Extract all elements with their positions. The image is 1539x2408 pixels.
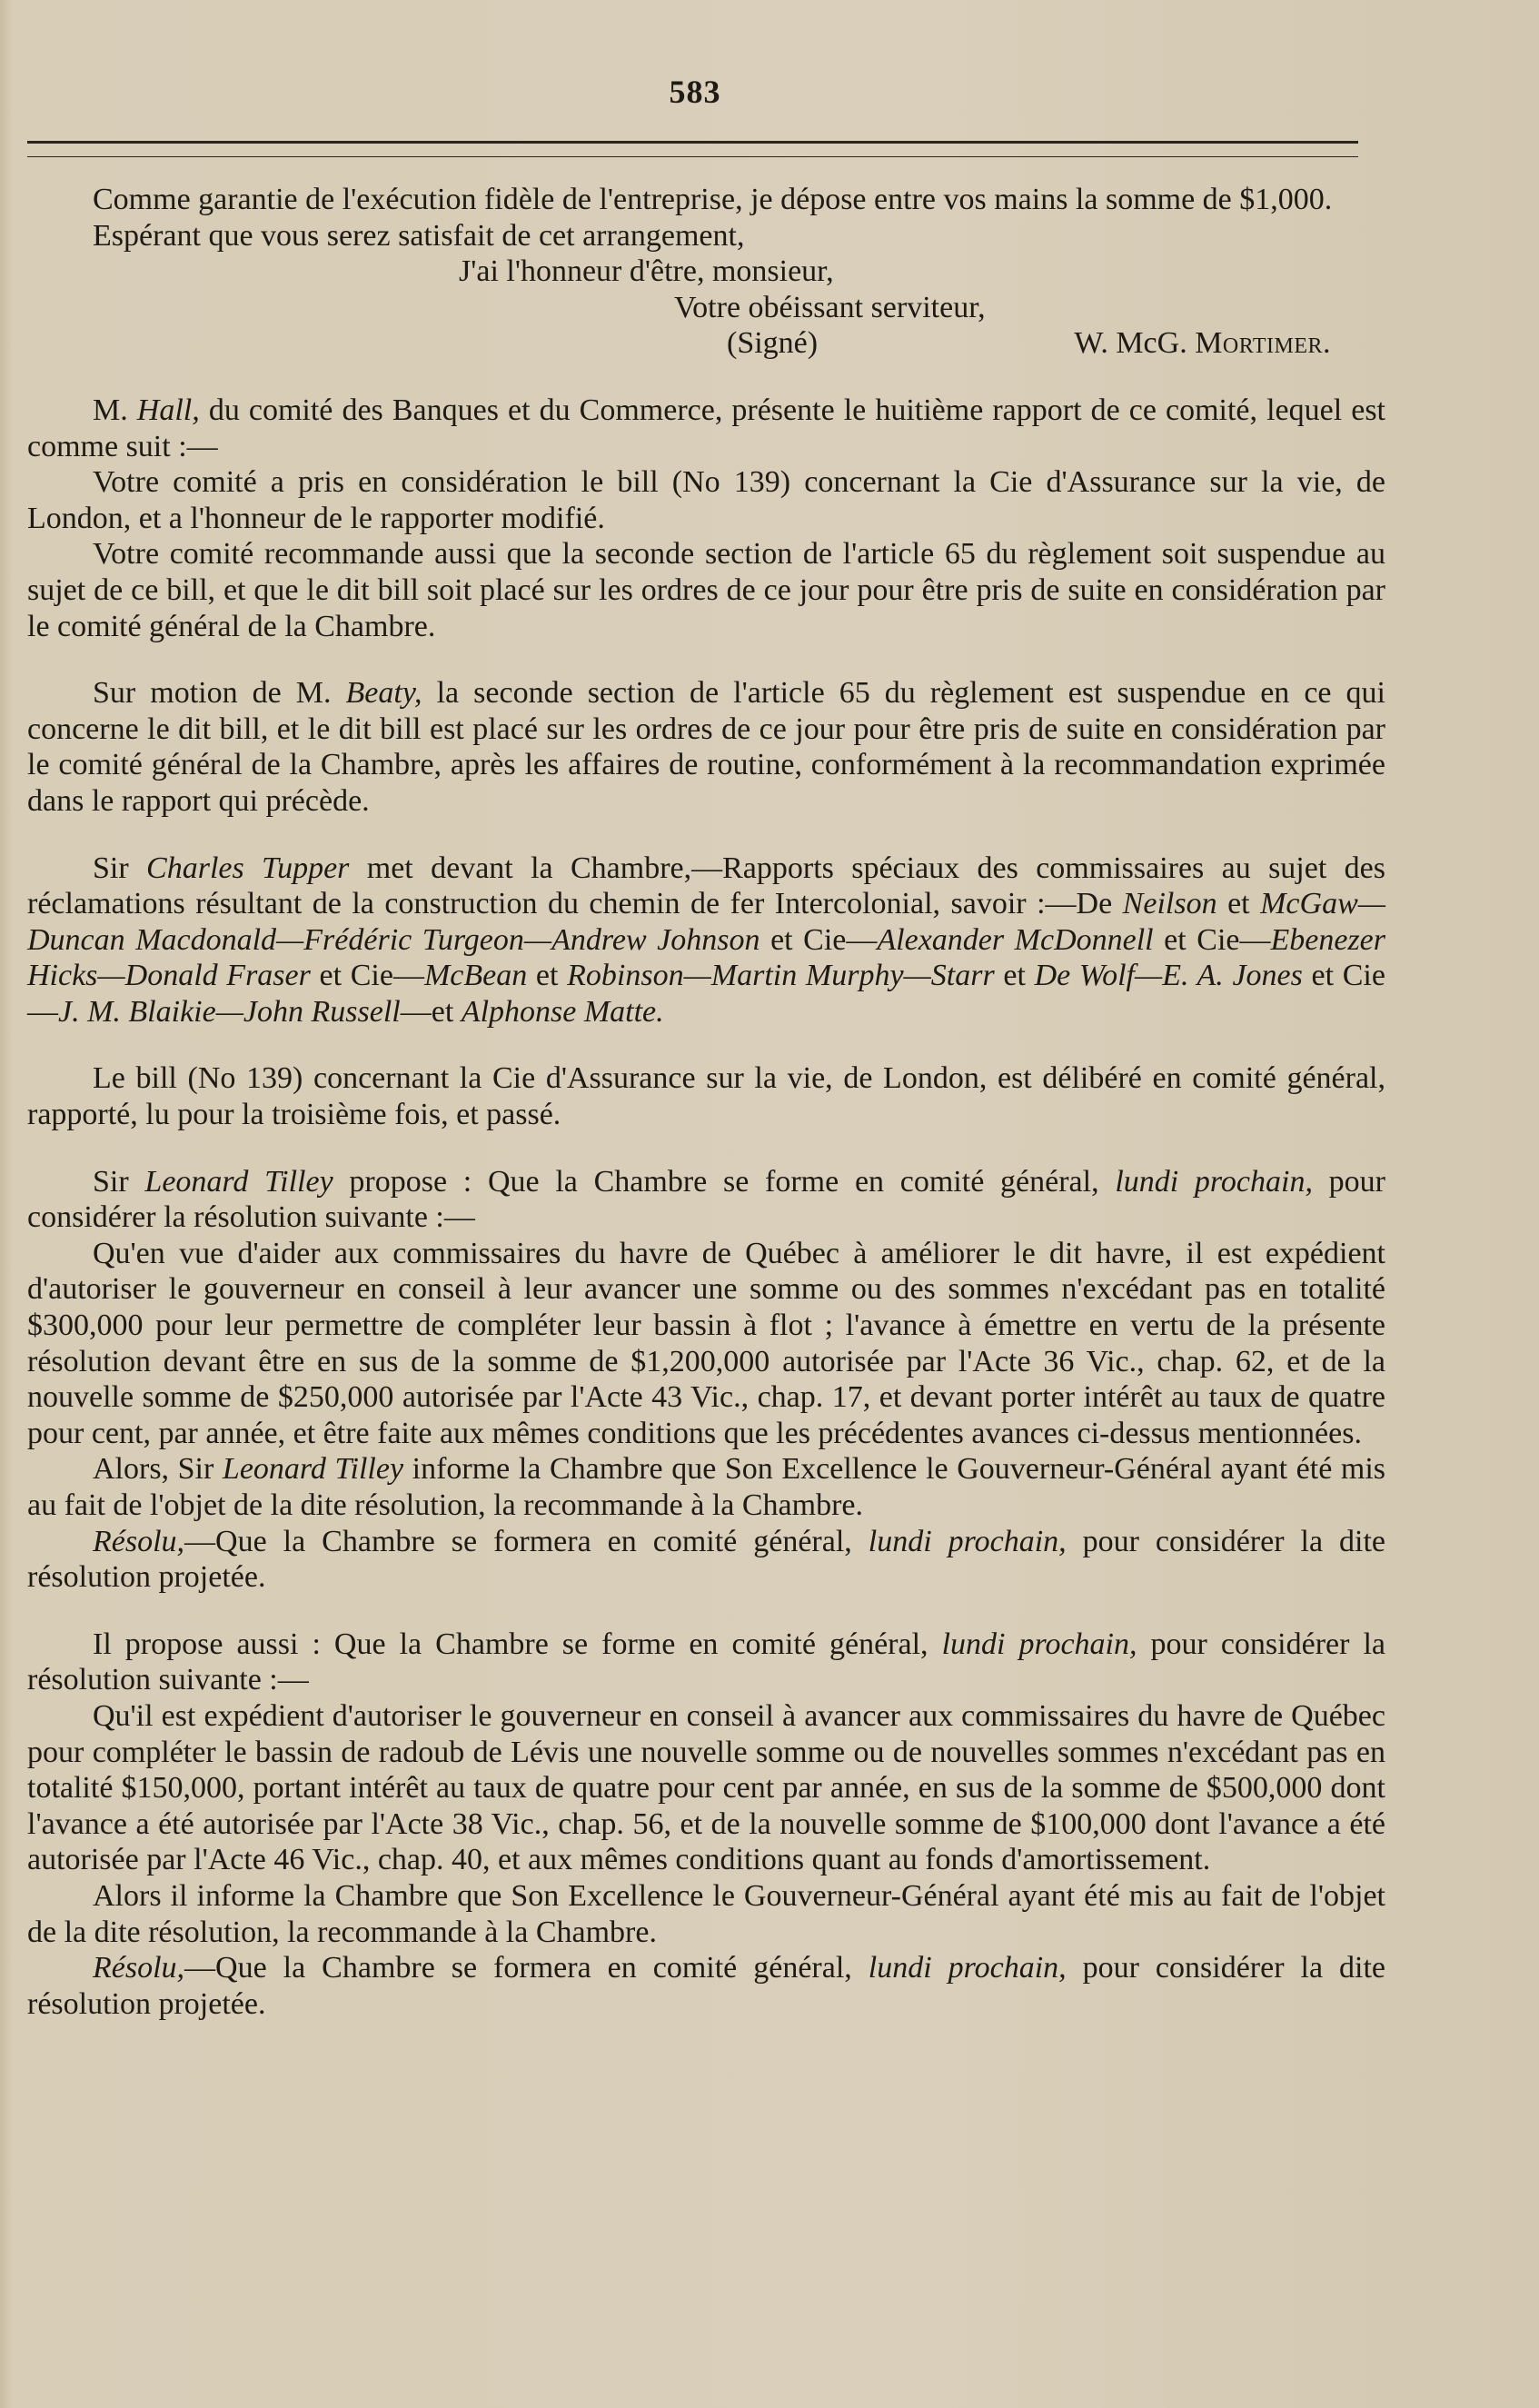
- closing-honour: J'ai l'honneur d'être, monsieur,: [459, 254, 834, 289]
- paragraph-report-bill: Votre comité a pris en considération le bill (No 139) concernant la Cie d'Assurance sur la vie, de London, et a l'honneur de le rapporter modifié.: [27, 465, 1385, 535]
- text-fragment: et: [1216, 887, 1261, 921]
- claimant-name: Ebenezer Hicks—Donald Fraser: [27, 922, 1386, 993]
- claimant-name: De Wolf—E. A. Jones: [1034, 959, 1303, 993]
- claimant-name: Robinson—Martin Murphy—Starr: [567, 959, 995, 993]
- claimant-name: J. M. Blaikie—John Russell: [58, 994, 401, 1029]
- signer-initials: W. McG.: [1074, 326, 1196, 361]
- claimant-name: Alphonse Matte.: [461, 994, 664, 1029]
- paragraph-governor-1: [27, 1451, 1385, 1523]
- text-fragment: Sir: [93, 851, 147, 885]
- resolution-levis-dock: Qu'il est expédient d'autoriser le gouverneur en conseil à avancer aux commissaires du havre de Québec pour compléter le bassin de radoub de Lévis une nouvelle somme ou de nouvelles sommes n'excédant pas en totalité $150,000, portant intérêt au taux de quatre pour cent par année, en sus de la somme de $500,000 dont l'avance a été autorisée par l'Acte 38 Vic., chap. 56, et de la nouvelle somme de $100,000 dont l'avance a été autorisée par l'Acte 46 Vic., chap. 40, et aux mêmes conditions quant au fonds d'amortissement.: [27, 1698, 1385, 1877]
- text-fragment: pour considérer la dite résolution projetée.: [27, 1524, 1386, 1595]
- body-text: [27, 182, 1385, 2022]
- paragraph-tupper: [27, 851, 1385, 1030]
- paragraph-report-recommend: Votre comité recommande aussi que la seconde section de l'article 65 du règlement soit suspendue au sujet de ce bill, et que le dit bill soit placé sur les ordres de ce jour pour être pris de suite en considération par le comité général de la Chambre.: [27, 537, 1385, 643]
- signature-line: [27, 325, 1385, 362]
- paragraph-hall: [27, 393, 1385, 464]
- member-name: Leonard Tilley: [144, 1164, 333, 1199]
- date-phrase: lundi prochain,: [941, 1627, 1137, 1661]
- date-phrase: lundi prochain,: [1115, 1164, 1313, 1199]
- claimant-name: McGaw—Duncan Macdonald—Frédéric Turgeon—Andrew Johnson: [27, 887, 1385, 957]
- date-phrase: lundi prochain,: [868, 1951, 1067, 1985]
- header-rule: [27, 141, 1358, 157]
- text-fragment: pour considérer la résolution suivante :—: [27, 1627, 1385, 1697]
- text-fragment: Sir: [93, 1164, 145, 1199]
- resolution-quebec-harbour: Qu'en vue d'aider aux commissaires du havre de Québec à améliorer le dit havre, il est expédient d'autoriser le gouverneur en conseil à leur avancer une somme ou des sommes n'excédant pas en totalité $300,000 pour leur permettre de compléter leur bassin à flot ; l'avance à émettre en vertu de la présente résolution devant être en sus de la somme de $1,200,000 autorisée par l'Acte 36 Vic., chap. 62, et de la nouvelle somme de $250,000 autorisée par l'Acte 43 Vic., chap. 17, et devant porter intérêt au taux de quatre pour cent, par année, et être faite aux mêmes conditions que les précédentes avances ci-dessus mentionnées.: [27, 1236, 1385, 1450]
- member-name: Hall,: [136, 393, 200, 427]
- text-fragment: et Cie—: [310, 959, 424, 993]
- text-fragment: Sur motion de M.: [93, 676, 346, 711]
- text-fragment: et: [527, 959, 568, 993]
- text-fragment: pour considérer la résolution suivante :—: [27, 1164, 1386, 1235]
- member-name: Charles Tupper: [146, 851, 350, 885]
- text-fragment: Alors, Sir: [93, 1452, 223, 1487]
- member-name: Beaty,: [345, 676, 422, 711]
- paragraph-also-proposes: [27, 1627, 1385, 1698]
- text-fragment: et Cie —: [27, 959, 1385, 1029]
- text-fragment: et: [994, 959, 1035, 993]
- resolved-label: Résolu,: [93, 1524, 185, 1558]
- text-fragment: —Que la Chambre se formera en comité général,: [184, 1951, 869, 1985]
- paragraph-beaty: [27, 675, 1385, 819]
- text-fragment: met devant la Chambre,—Rapports spéciaux des commissaires au sujet des réclamations résultant de la construction du chemin de fer Intercolonial, savoir :—De: [27, 851, 1385, 921]
- claimant-name: McBean: [423, 959, 528, 993]
- paragraph-resolved-2: [27, 1950, 1385, 2022]
- closing-servant: Votre obéissant serviteur,: [674, 290, 986, 324]
- text-fragment: et Cie—: [1153, 922, 1271, 957]
- date-phrase: lundi prochain,: [868, 1524, 1067, 1558]
- text-fragment: M.: [93, 393, 137, 427]
- paragraph-governor-2: Alors il informe la Chambre que Son Excellence le Gouverneur-Général ayant été mis au fait de l'objet de la dite résolution, la recommande à la Chambre.: [27, 1878, 1385, 1949]
- text-fragment: Il propose aussi : Que la Chambre se forme en comité général,: [93, 1627, 942, 1661]
- resolved-label: Résolu,: [93, 1951, 185, 1985]
- text-fragment: pour considérer la dite résolution projetée.: [27, 1951, 1386, 2021]
- text-fragment: informe la Chambre que Son Excellence le Gouverneur-Général ayant été mis au fait de l'objet de la dite résolution, la recommande à la Chambre.: [27, 1452, 1385, 1522]
- paragraph-resolved-1: [27, 1524, 1385, 1596]
- text-fragment: —Que la Chambre se formera en comité général,: [184, 1524, 869, 1558]
- signed-label: (Signé): [727, 326, 819, 361]
- member-name: Leonard Tilley: [222, 1452, 404, 1487]
- signer-surname: Mortimer.: [1195, 326, 1331, 361]
- paragraph-hope: Espérant que vous serez satisfait de cet arrangement,: [93, 218, 745, 253]
- page-number: 583: [669, 74, 721, 110]
- paragraph-tilley: [27, 1164, 1385, 1236]
- text-fragment: et Cie—: [760, 922, 878, 957]
- text-fragment: propose : Que la Chambre se forme en comité général,: [333, 1164, 1116, 1199]
- paragraph-guarantee: Comme garantie de l'exécution fidèle de l'entreprise, je dépose entre vos mains la somme de $1,000.: [93, 183, 1333, 216]
- text-fragment: —et: [400, 994, 462, 1029]
- paragraph-bill-passed: Le bill (No 139) concernant la Cie d'Assurance sur la vie, de London, est délibéré en comité général, rapporté, lu pour la troisième fois, et passé.: [27, 1061, 1385, 1132]
- claimant-name: Neilson: [1122, 887, 1217, 921]
- text-fragment: du comité des Banques et du Commerce, présente le huitième rapport de ce comité, lequel est comme suit :—: [27, 393, 1385, 463]
- text-fragment: la seconde section de l'article 65 du règlement est suspendue en ce qui concerne le dit bill, et le dit bill est placé sur les ordres de ce jour pour être pris de suite en considération par le comité général de la Chambre, après les affaires de routine, conformément à la recommandation exprimée dans le rapport qui précède.: [27, 676, 1385, 818]
- signature: [1074, 325, 1331, 362]
- claimant-name: Alexander McDonnell: [877, 922, 1154, 957]
